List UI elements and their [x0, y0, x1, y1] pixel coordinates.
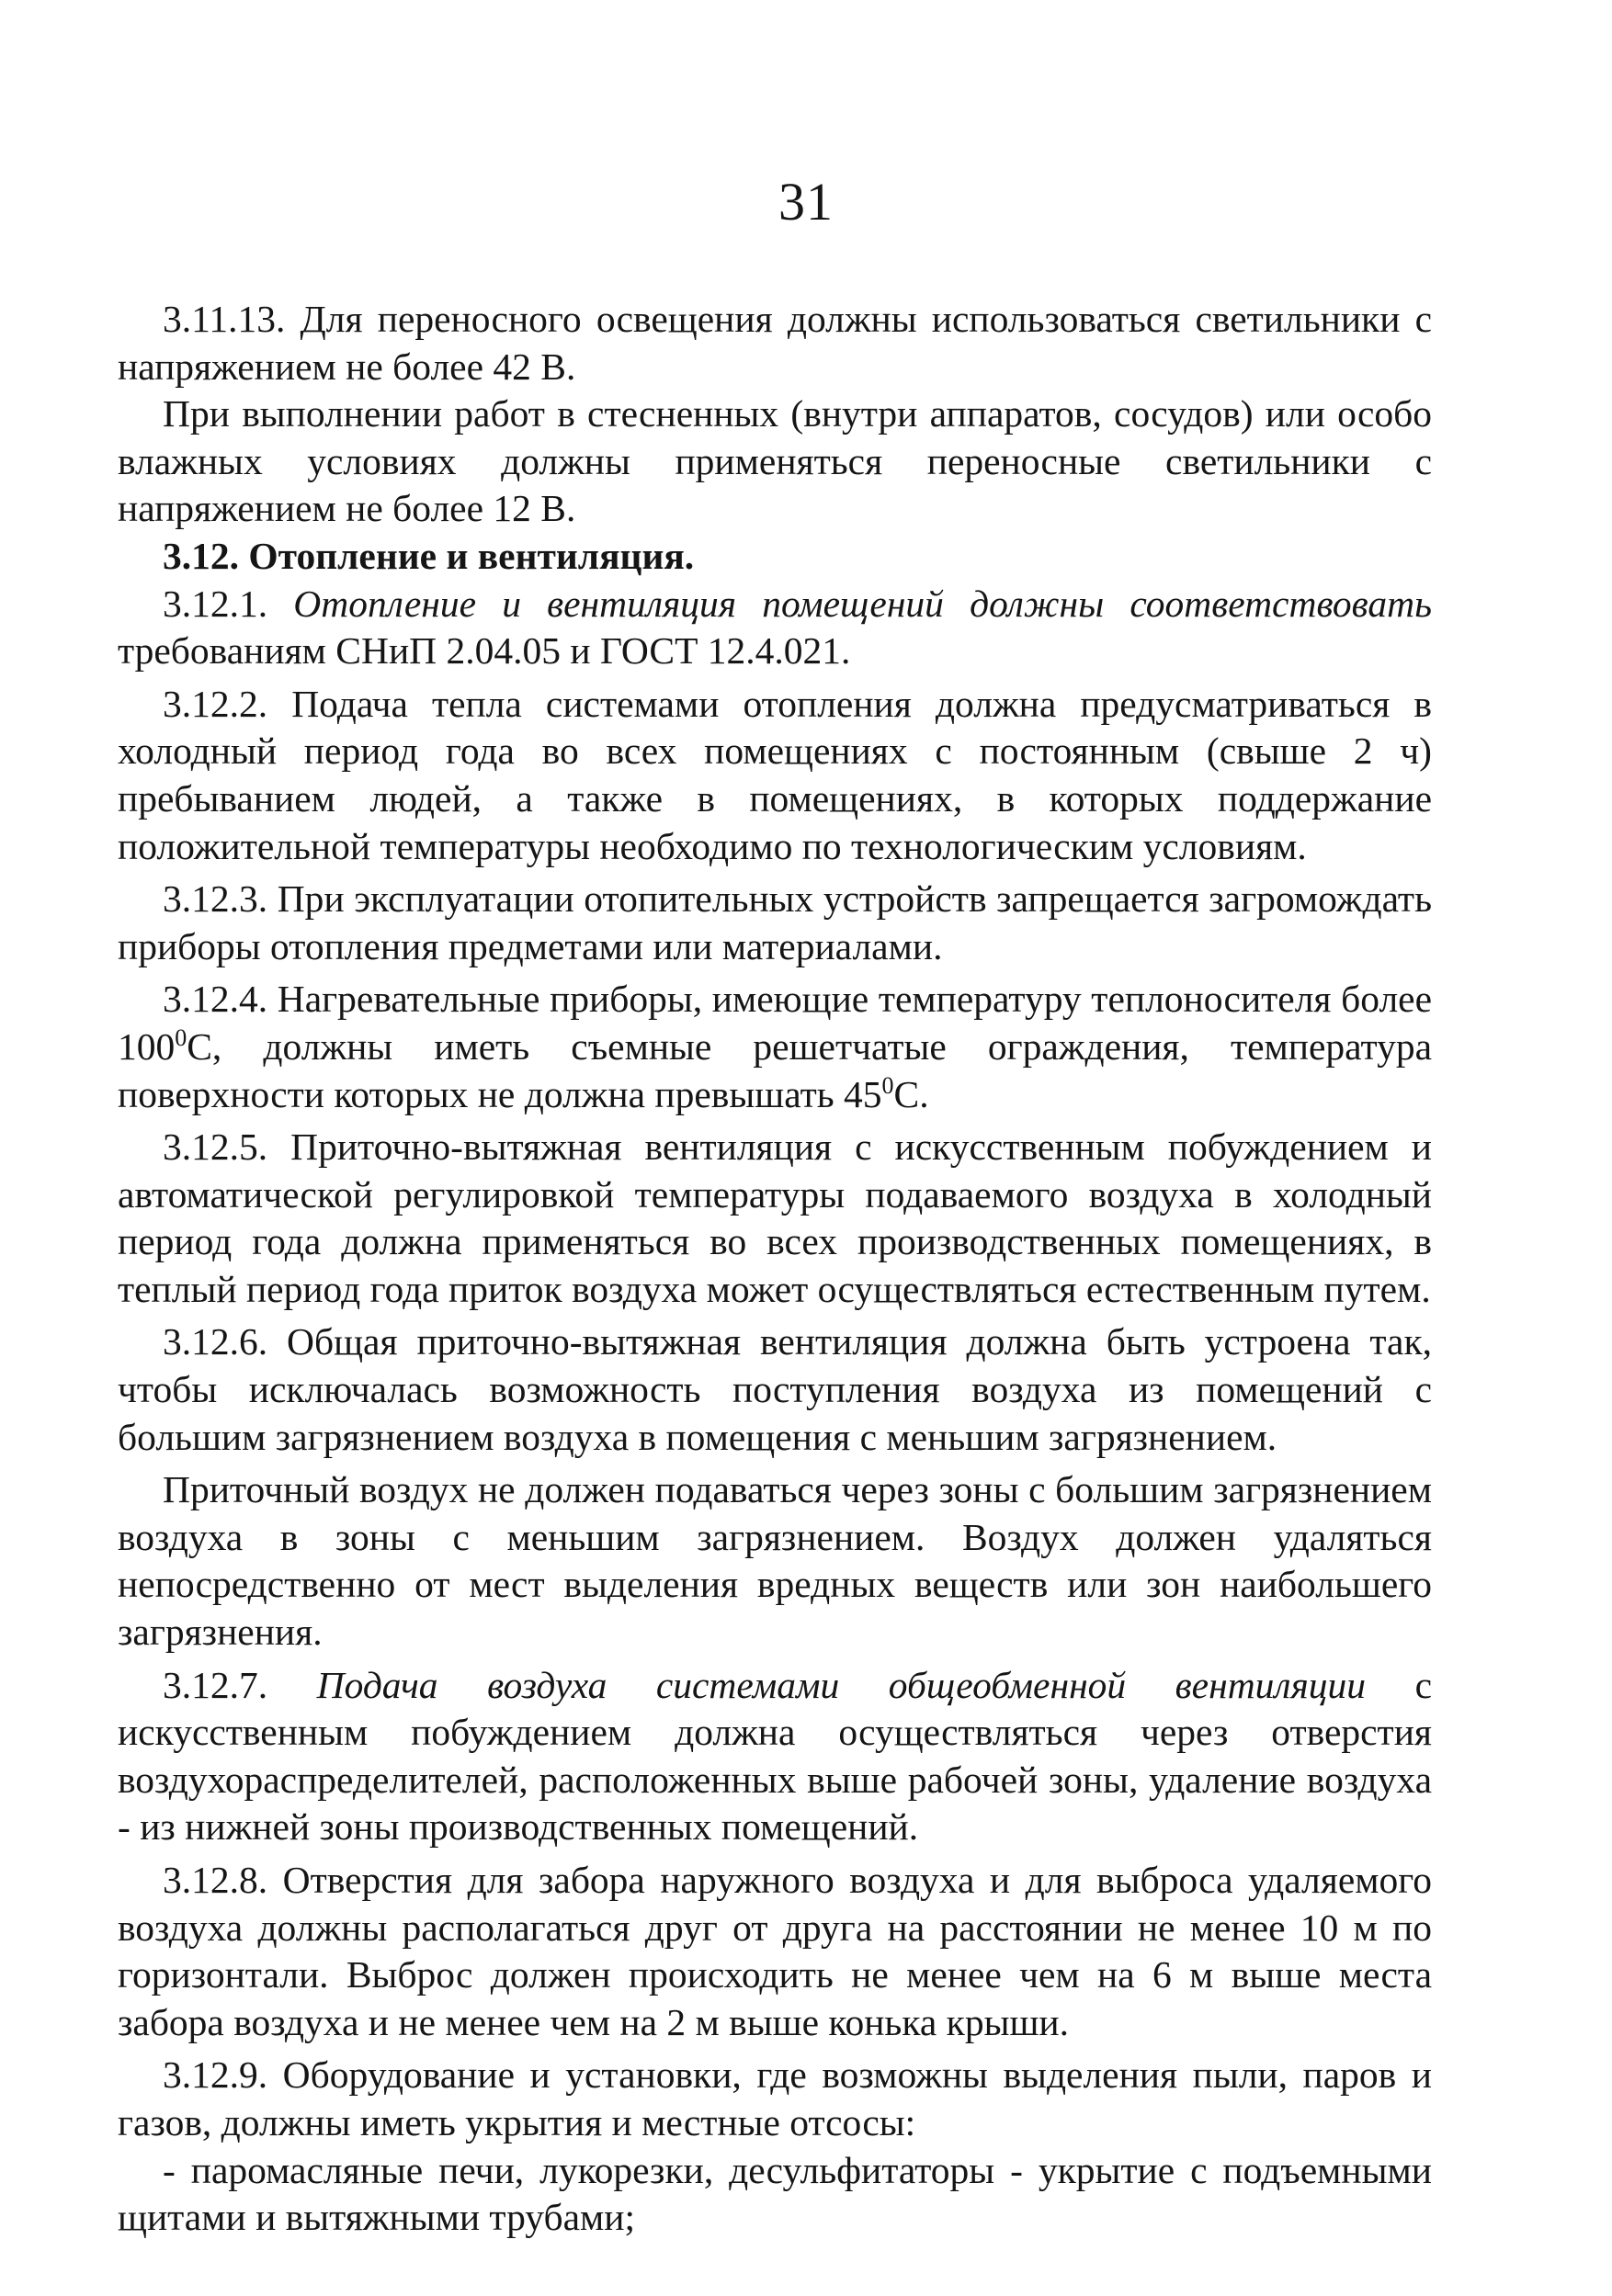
paragraph-3-12-8	[118, 1857, 1432, 2046]
paragraph-3-12-1	[118, 581, 1432, 675]
clause-text: Подача тепла системами отопления должна предусматриваться в холодный период года во всех помещениях с постоянным (свыше 2 ч) пребыванием людей, а также в помещениях, в которых поддержание положительной температуры необходимо по технологическим условиям.	[118, 682, 1433, 867]
paragraph-3-12-2	[118, 681, 1432, 870]
paragraph-3-12-5	[118, 1124, 1432, 1313]
clause-text: Приточно-вытяжная вентиляция с искусственным побуждением и автоматической регулировкой температуры подаваемого воздуха в холодный период года должна применяться во всех производственных помещениях, в теплый период года приток воздуха может осуществляться естественным путем.	[118, 1125, 1432, 1310]
clause-number: 3.12.6.	[163, 1320, 268, 1363]
clause-text: Приточный воздух не должен подаваться через зоны с большим загрязнением воздуха в зоны с меньшим загрязнением. Воздух должен удаляться непосредственно от мест выделения вредных веществ или зон наибольшего загрязнения.	[118, 1468, 1432, 1654]
clause-text: С, должны иметь съемные решетчатые ограждения, температура поверхности которых не должна превышать 45	[118, 1024, 1432, 1115]
paragraph-3-12-6	[118, 1318, 1432, 1461]
clause-number: 3.12.5.	[163, 1125, 268, 1169]
clause-text: При выполнении работ в стесненных (внутри аппаратов, сосудов) или особо влажных условиях должны применяться переносные светильники с напряжением не более 12 В.	[118, 392, 1432, 530]
clause-italic-text: Отопление и вентиляция помещений должны соответствовать	[293, 582, 1432, 625]
paragraph-3-12-7	[118, 1662, 1432, 1851]
clause-number: 3.12.7.	[163, 1663, 268, 1706]
clause-number: 3.12.9.	[163, 2053, 268, 2097]
list-item-text: - паромасляные печи, лукорезки, десульфитаторы - укрытие с подъемными щитами и вытяжными трубами;	[118, 2148, 1432, 2239]
clause-number: 3.12.3.	[163, 877, 268, 921]
clause-text: с искусственным побуждением должна осуществляться через отверстия воздухораспределителей, расположенных выше рабочей зоны, удаление воздуха - из нижней зоны производственных помещений.	[118, 1663, 1432, 1849]
clause-text: Общая приточно-вытяжная вентиляция должна быть устроена так, чтобы исключалась возможность поступления воздуха из помещений с большим загрязнением воздуха в помещения с меньшим загрязнением.	[118, 1320, 1432, 1458]
clause-text: Отверстия для забора наружного воздуха и для выброса удаляемого воздуха должны располагаться друг от друга на расстоянии не менее 10 м по горизонтали. Выброс должен происходить не менее чем на 6 м выше места забора воздуха и не менее чем на 2 м выше конька крыши.	[118, 1859, 1433, 2043]
clause-italic-text: Подача воздуха системами общеобменной вентиляции	[316, 1663, 1367, 1706]
paragraph-3-11-13	[118, 296, 1432, 390]
clause-text: Нагревательные приборы, имеющие температуру теплоносителя более 100	[118, 978, 1432, 1068]
section-heading-text: 3.12. Отопление и вентиляция.	[163, 534, 695, 577]
paragraph-3-12-3	[118, 876, 1432, 970]
clause-text: Оборудование и установки, где возможны выделения пыли, паров и газов, должны иметь укрытия и местные отсосы:	[118, 2053, 1433, 2143]
list-item-steam-oil-ovens	[118, 2147, 1432, 2242]
clause-text: требованиям СНиП 2.04.05 и ГОСТ 12.4.021.	[118, 629, 851, 673]
clause-number: 3.12.4.	[163, 978, 268, 1021]
clause-text: Для переносного освещения должны использоваться светильники с напряжением не более 42 В.	[118, 298, 1432, 388]
section-heading-3-12	[118, 533, 1432, 581]
paragraph-confined-spaces	[118, 390, 1432, 533]
clause-number: 3.11.13.	[163, 298, 286, 340]
paragraph-3-12-9	[118, 2052, 1432, 2146]
document-body	[118, 296, 1432, 2242]
page-number: 31	[778, 172, 834, 232]
paragraph-3-12-4	[118, 976, 1432, 1118]
degree-superscript: 0	[881, 1071, 894, 1099]
clause-number: 3.12.1.	[163, 582, 268, 625]
clause-text: С.	[893, 1072, 929, 1115]
clause-number: 3.12.2.	[163, 682, 268, 725]
clause-text: При эксплуатации отопительных устройств запрещается загромождать приборы отопления предметами или материалами.	[118, 877, 1432, 967]
paragraph-supply-air	[118, 1466, 1432, 1656]
degree-superscript: 0	[175, 1024, 187, 1051]
clause-number: 3.12.8.	[163, 1859, 268, 1901]
